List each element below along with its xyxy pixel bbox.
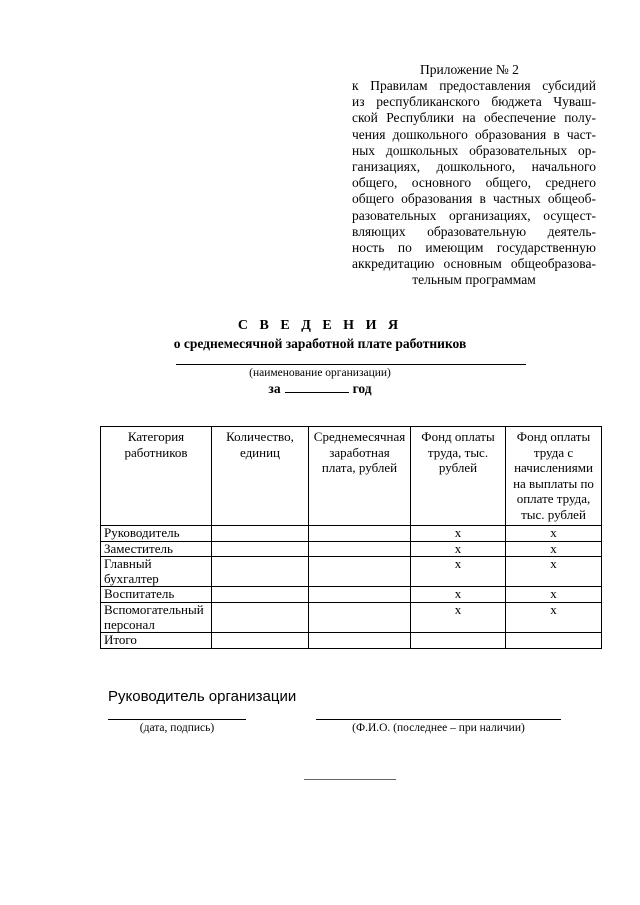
cell-payroll-fund: х — [411, 557, 506, 587]
appendix-line: из республиканского бюджета Чуваш- — [352, 94, 596, 110]
cell-count[interactable] — [212, 587, 309, 603]
cell-payroll-fund-accruals: х — [506, 557, 602, 587]
organization-name-line[interactable] — [176, 364, 526, 365]
cell-payroll-fund: х — [411, 541, 506, 557]
salary-table — [100, 426, 602, 649]
appendix-line: к Правилам предоставления субсидий — [352, 78, 596, 93]
cell-payroll-fund-accruals[interactable] — [506, 633, 602, 649]
cell-average-salary[interactable] — [309, 602, 411, 632]
full-name-caption: (Ф.И.О. (последнее – при наличии) — [352, 722, 525, 734]
date-signature-line[interactable] — [108, 719, 246, 720]
cell-payroll-fund[interactable] — [411, 633, 506, 649]
full-name-line[interactable] — [316, 719, 561, 720]
appendix-reference — [352, 78, 596, 289]
appendix-line: аккредитацию основным общеобразова- — [352, 256, 596, 272]
table-row — [101, 526, 602, 542]
appendix-line: ных дошкольных образовательных ор- — [352, 142, 596, 158]
cell-category: Воспитатель — [101, 587, 212, 603]
header-average-salary: Среднемесячная заработная плата, рублей — [309, 427, 411, 526]
cell-category: Главный бухгалтер — [101, 557, 212, 587]
header-count: Количество, единиц — [212, 427, 309, 526]
cell-count[interactable] — [212, 541, 309, 557]
cell-count[interactable] — [212, 633, 309, 649]
cell-count[interactable] — [212, 557, 309, 587]
cell-payroll-fund-accruals: х — [506, 602, 602, 632]
cell-count[interactable] — [212, 602, 309, 632]
cell-average-salary[interactable] — [309, 633, 411, 649]
table-row — [101, 587, 602, 603]
header-category: Категория работников — [101, 427, 212, 526]
cell-average-salary[interactable] — [309, 587, 411, 603]
cell-payroll-fund-accruals: х — [506, 541, 602, 557]
cell-payroll-fund: х — [411, 526, 506, 542]
cell-payroll-fund: х — [411, 602, 506, 632]
cell-payroll-fund: х — [411, 587, 506, 603]
cell-category: Вспомогательный персонал — [101, 602, 212, 632]
cell-average-salary[interactable] — [309, 557, 411, 587]
period-prefix: за — [268, 381, 281, 396]
organization-caption: (наименование организации) — [249, 367, 391, 379]
table-row — [101, 557, 602, 587]
cell-category: Итого — [101, 633, 212, 649]
period-year-blank[interactable] — [285, 381, 349, 393]
header-payroll-fund: Фонд оплаты труда, тыс. рублей — [411, 427, 506, 526]
appendix-line: общего, основного общего, среднего — [352, 175, 596, 191]
cell-category: Заместитель — [101, 541, 212, 557]
period-suffix: год — [352, 381, 372, 396]
period-row — [0, 381, 640, 397]
appendix-title: Приложение № 2 — [420, 62, 519, 77]
appendix-line: ганизациях, дошкольного, начального — [352, 159, 596, 175]
appendix-line: ность по имеющим государственную — [352, 240, 596, 256]
signer-label: Руководитель организации — [108, 688, 297, 705]
cell-payroll-fund-accruals: х — [506, 526, 602, 542]
table-row-total — [101, 633, 602, 649]
cell-category: Руководитель — [101, 526, 212, 542]
document-subtitle: о среднемесячной заработной плате работников — [173, 336, 467, 351]
cell-payroll-fund-accruals: х — [506, 587, 602, 603]
footnote-divider — [304, 779, 396, 780]
table-row — [101, 541, 602, 557]
header-payroll-fund-accruals: Фонд оплаты труда с начислениями на выплаты по оплате труда, тыс. рублей — [506, 427, 602, 526]
appendix-line: общего образования в частных общеоб- — [352, 191, 596, 207]
appendix-line: вляющих образовательную деятель- — [352, 223, 596, 239]
table-row — [101, 602, 602, 632]
document-title: С В Е Д Е Н И Я — [237, 318, 403, 333]
cell-count[interactable] — [212, 526, 309, 542]
appendix-line: чения дошкольного образования в част- — [352, 126, 596, 142]
cell-average-salary[interactable] — [309, 526, 411, 542]
appendix-line: разовательных организациях, осущест- — [352, 207, 596, 223]
appendix-line: тельным программам — [412, 272, 536, 288]
cell-average-salary[interactable] — [309, 541, 411, 557]
appendix-line: ской Республики на обеспечение полу- — [352, 110, 596, 126]
date-signature-caption: (дата, подпись) — [139, 722, 215, 734]
table-header-row — [101, 427, 602, 526]
